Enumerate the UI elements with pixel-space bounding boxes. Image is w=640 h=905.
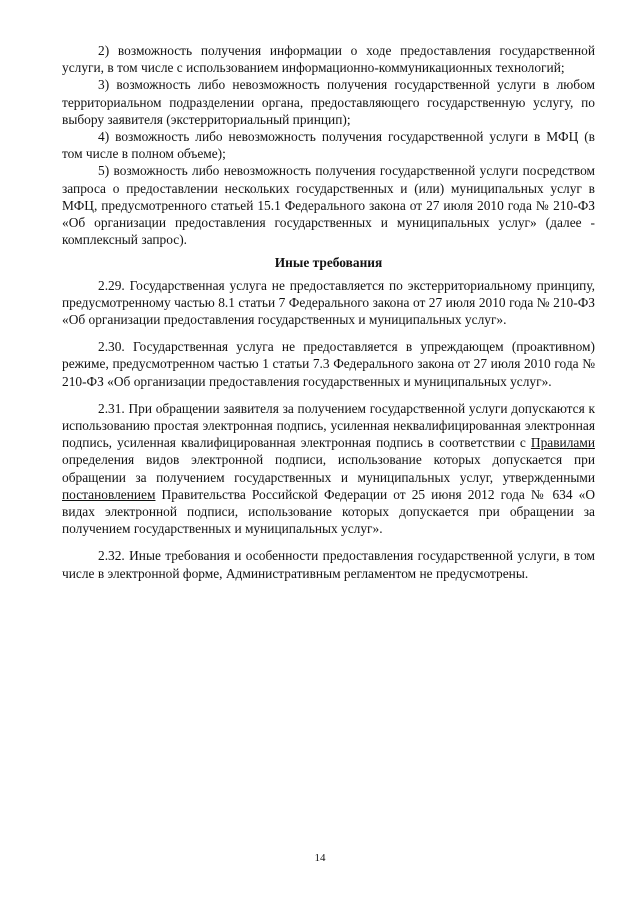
paragraph-2-31-text-1: 2.31. При обращении заявителя за получением государственной услуги допускаются к использованию простая электронная подпись, усиленная неквалифицированная электронная подпись, усиленная квалифицированная электронная подпись в соответствии с bbox=[62, 400, 595, 451]
paragraph-2-31-text-3: Правительства Российской Федерации от 25 июня 2012 года № 634 «О видах электронной подписи, использование которых допускается при обращении за получением государственных и муниципальных услуг». bbox=[62, 486, 595, 537]
paragraph-2-30: 2.30. Государственная услуга не предоставляется в упреждающем (проактивном) режиме, предусмотренном частью 1 статьи 7.3 Федерального закона от 27 июля 2010 года № 210-ФЗ «Об организации предоставления государственных и муниципальных услуг». bbox=[62, 339, 595, 389]
list-item-3: 3) возможность либо невозможность получения государственной услуги в любом территориальном подразделении органа, предоставляющего государственную услугу, по выбору заявителя (экстерриториальный принцип); bbox=[62, 77, 595, 127]
page-number: 14 bbox=[314, 852, 326, 864]
list-item-2: 2) возможность получения информации о ходе предоставления государственной услуги, в том числе с использованием информационно-коммуникационных технологий; bbox=[62, 43, 595, 76]
document-page bbox=[62, 42, 595, 582]
section-heading: Иные требования bbox=[274, 255, 383, 271]
list-item-4: 4) возможность либо невозможность получения государственной услуги в МФЦ (в том числе в полном объеме); bbox=[62, 129, 595, 162]
paragraph-2-31-text-2: определения видов электронной подписи, использование которых допускается при обращении за получением государственных и муниципальных услуг, утвержденными bbox=[62, 452, 595, 485]
list-item-5: 5) возможность либо невозможность получения государственной услуги посредством запроса о предоставлении нескольких государственных и (или) муниципальных услуг в МФЦ, предусмотренного статьей 15.1 Федерального закона от 27 июля 2010 года № 210-ФЗ «Об организации предоставления государственных и муниципальных услуг» (далее - комплексный запрос). bbox=[62, 163, 595, 248]
paragraph-2-29: 2.29. Государственная услуга не предоставляется по экстерриториальному принципу, предусмотренному частью 8.1 статьи 7 Федерального закона от 27 июля 2010 года № 210-ФЗ «Об организации предоставления государственных и муниципальных услуг». bbox=[62, 277, 595, 328]
paragraph-2-32: 2.32. Иные требования и особенности предоставления государственной услуги, в том числе в электронной форме, Административным регламентом не предусмотрены. bbox=[62, 548, 595, 581]
rules-link[interactable]: Правилами bbox=[530, 435, 595, 451]
resolution-link[interactable]: постановлением bbox=[62, 486, 156, 502]
paragraph-2-31 bbox=[62, 400, 595, 538]
